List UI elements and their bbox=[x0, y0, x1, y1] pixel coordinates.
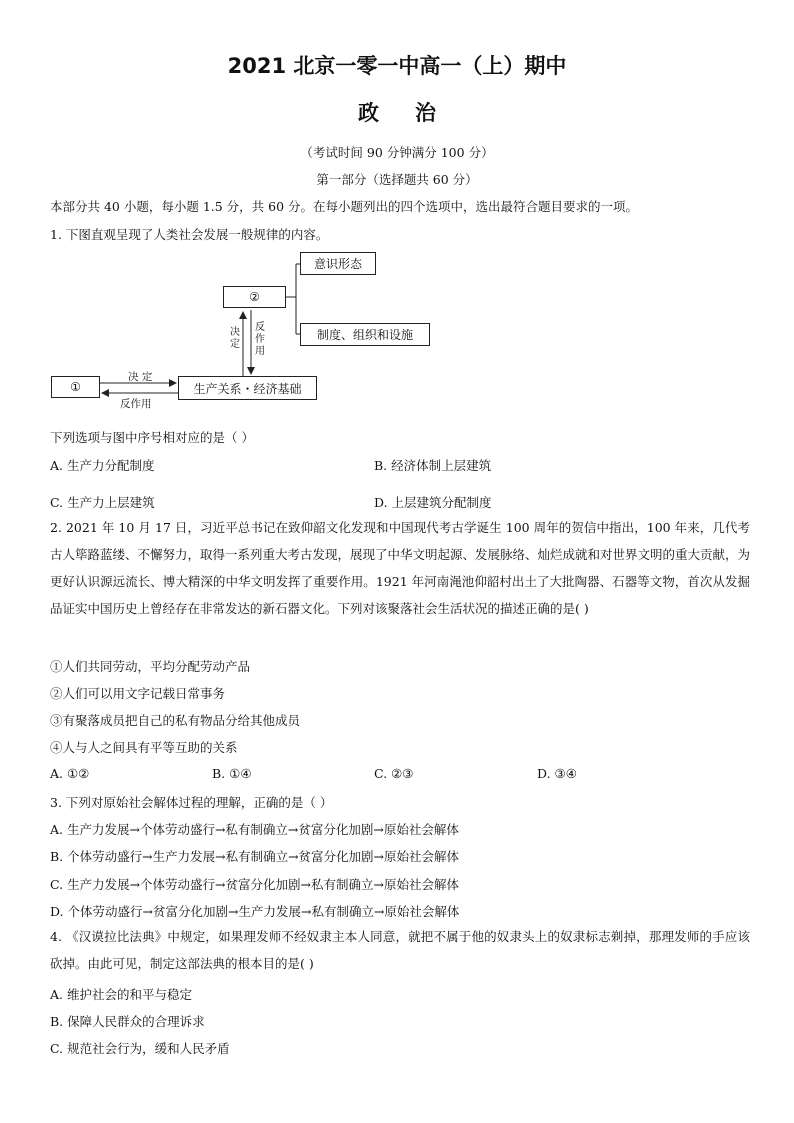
instructions: 本部分共 40 小题，每小题 1.5 分，共 60 分。在每小题列出的四个选项中，选出最符合题目要求的一项。 bbox=[50, 199, 639, 214]
q1-option-b: B. 经济体制上层建筑 bbox=[374, 458, 492, 473]
box-economic-base: 生产关系・经济基础 bbox=[178, 376, 317, 400]
q1-option-c: C. 生产力上层建筑 bbox=[50, 495, 155, 510]
subject-title: 政治 bbox=[358, 101, 472, 125]
box-institutions: 制度、组织和设施 bbox=[300, 323, 430, 346]
label-react-horizontal: 反作用 bbox=[120, 398, 152, 410]
q1-stem: 1. 下图直观呈现了人类社会发展一般规律的内容。 bbox=[50, 227, 329, 242]
q3-option-a: A. 生产力发展→个体劳动盛行→私有制确立→贫富分化加剧→原始社会解体 bbox=[50, 822, 459, 837]
label-react-vertical: 反作用 bbox=[255, 322, 265, 357]
label-decides-horizontal: 决 定 bbox=[128, 371, 153, 383]
box-1: ① bbox=[51, 376, 100, 398]
q1-option-a: A. 生产力分配制度 bbox=[50, 458, 155, 473]
q1-prompt: 下列选项与图中序号相对应的是（ ） bbox=[50, 430, 254, 445]
part-heading: 第一部分（选择题共 60 分） bbox=[316, 172, 478, 187]
q2-item-4: ④人与人之间具有平等互助的关系 bbox=[50, 740, 238, 755]
q2-item-1: ①人们共同劳动，平均分配劳动产品 bbox=[50, 659, 251, 674]
q4-option-c: C. 规范社会行为，缓和人民矛盾 bbox=[50, 1041, 230, 1056]
q2-option-a: A. ①② bbox=[50, 766, 90, 781]
q2-option-d: D. ③④ bbox=[537, 766, 577, 781]
society-structure-diagram bbox=[40, 248, 440, 408]
q3-option-d: D. 个体劳动盛行→贫富分化加剧→生产力发展→私有制确立→原始社会解体 bbox=[50, 904, 460, 919]
q1-option-d: D. 上层建筑分配制度 bbox=[374, 495, 492, 510]
exam-info: （考试时间 90 分钟满分 100 分） bbox=[300, 145, 494, 160]
box-2: ② bbox=[223, 286, 286, 308]
q4-option-b: B. 保障人民群众的合理诉求 bbox=[50, 1014, 205, 1029]
label-decides-vertical: 决定 bbox=[230, 327, 240, 350]
exam-title: 2021 北京一零一中高一（上）期中 bbox=[227, 54, 567, 78]
q2-item-2: ②人们可以用文字记载日常事务 bbox=[50, 686, 226, 701]
q2-option-b: B. ①④ bbox=[212, 766, 252, 781]
box-ideology: 意识形态 bbox=[300, 252, 376, 275]
q3-option-c: C. 生产力发展→个体劳动盛行→贫富分化加剧→私有制确立→原始社会解体 bbox=[50, 877, 459, 892]
q2-stem: 2. 2021 年 10 月 17 日，习近平总书记在致仰韶文化发现和中国现代考古学诞生 100 周年的贺信中指出，100 年来，几代考古人筚路蓝缕、不懈努力，取得一系列重大考古发现，展现了中华文明起源、发展脉络、灿烂成就和对世界文明的重大贡献，为更好认识源远流长、博大精深的中华文明发挥了重要作用。1921 年河南渑池仰韶村出土了大批陶器、石器等文物，首次从发掘品证实中国历史上曾经存在非常发达的新石器文化。下列对该聚落社会生活状况的描述正确的是( ) bbox=[50, 520, 751, 616]
q2-option-c: C. ②③ bbox=[374, 766, 414, 781]
q2-item-3: ③有聚落成员把自己的私有物品分给其他成员 bbox=[50, 713, 301, 728]
q4-option-a: A. 维护社会的和平与稳定 bbox=[50, 987, 192, 1002]
q4-stem: 4. 《汉谟拉比法典》中规定，如果理发师不经奴隶主本人同意，就把不属于他的奴隶头上的奴隶标志剃掉，那理发师的手应该砍掉。由此可见，制定这部法典的根本目的是( ) bbox=[50, 929, 750, 971]
q3-stem: 3. 下列对原始社会解体过程的理解，正确的是（ ） bbox=[50, 795, 333, 810]
q3-option-b: B. 个体劳动盛行→生产力发展→私有制确立→贫富分化加剧→原始社会解体 bbox=[50, 849, 460, 864]
